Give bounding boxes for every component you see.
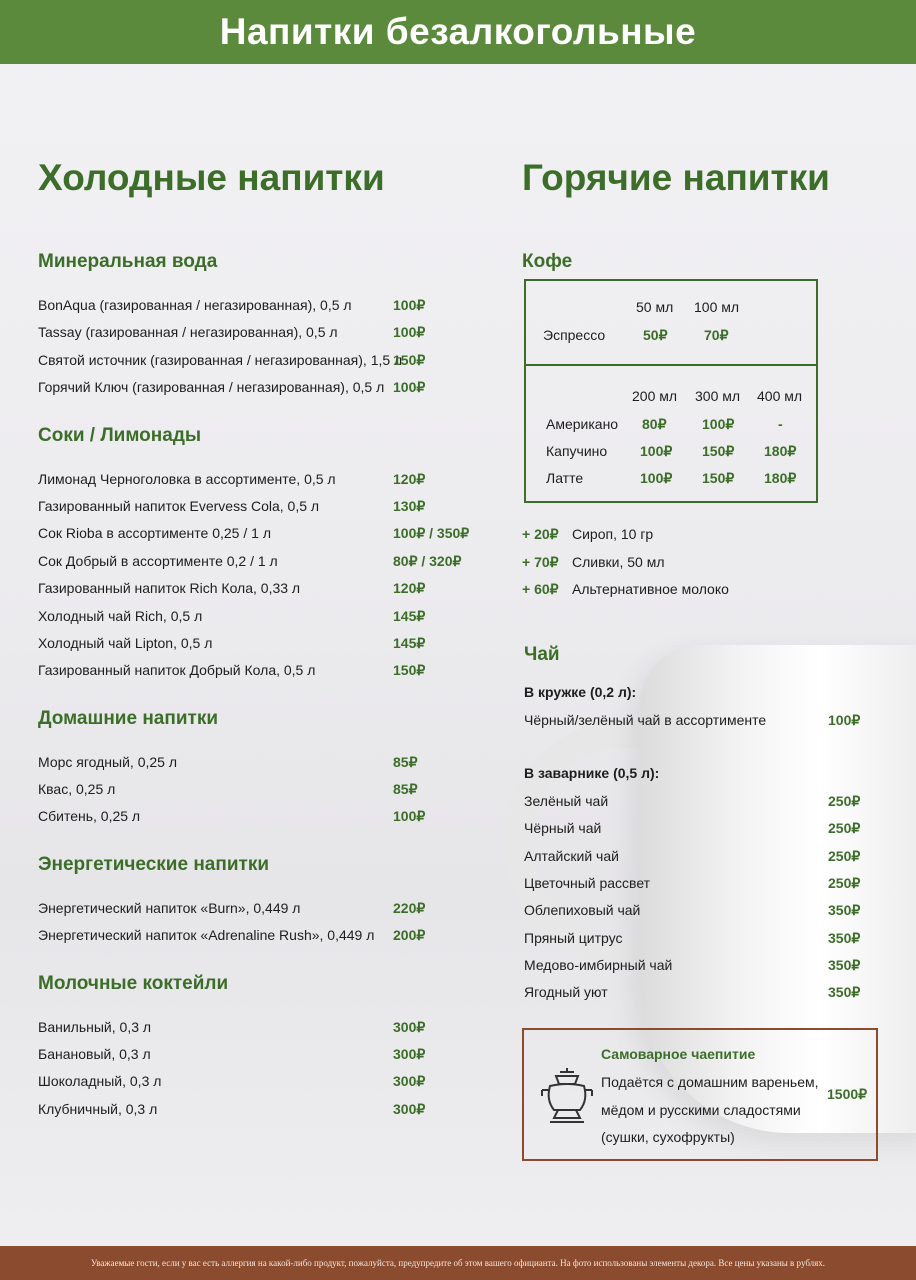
hot-drinks-column	[522, 150, 902, 292]
menu-item	[38, 1041, 478, 1068]
menu-item	[38, 749, 478, 776]
page-title: Напитки безалкогольные	[219, 11, 697, 52]
menu-item	[38, 776, 478, 803]
espresso-size: 100 мл	[694, 299, 740, 315]
samovar-price: 1500₽	[827, 1086, 868, 1102]
menu-section	[38, 707, 478, 831]
item-price: 300₽	[393, 1100, 426, 1117]
addon-price: + 20₽	[522, 526, 559, 542]
tea-item	[524, 820, 864, 836]
tea-title: Чай	[524, 644, 560, 665]
item-price: 100₽	[393, 324, 426, 341]
item-price: 145₽	[393, 634, 426, 651]
item-price: 100₽	[393, 297, 426, 313]
item-price: 300₽	[393, 1018, 426, 1035]
item-price: 80₽ / 320₽	[393, 552, 462, 569]
menu-item	[38, 895, 478, 922]
tea-mug-label: В кружке (0,2 л):	[524, 684, 637, 700]
item-price: 100₽ / 350₽	[393, 525, 470, 542]
tea-price: 250₽	[828, 793, 861, 809]
item-name: BonAqua (газированная / негазированная), 0,5 л	[38, 297, 352, 313]
menu-item	[38, 319, 478, 346]
menu-item	[38, 292, 478, 319]
tea-price: 350₽	[828, 902, 861, 919]
item-name: Газированный напиток Rich Кола, 0,33 л	[38, 580, 301, 597]
item-price: 100₽	[393, 808, 426, 825]
item-name: Газированный напиток Добрый Кола, 0,5 л	[38, 662, 316, 679]
item-name: Клубничный, 0,3 л	[38, 1100, 158, 1117]
section-title: Соки / Лимонады	[38, 424, 202, 446]
coffee-row-price: -	[778, 416, 783, 432]
tea-item	[524, 848, 864, 864]
samovar-line: (сушки, сухофрукты)	[601, 1129, 735, 1145]
coffee-row-name: Капучино	[546, 443, 608, 459]
item-price: 120₽	[393, 580, 426, 597]
menu-item	[38, 803, 478, 830]
coffee-row-price: 150₽	[702, 470, 735, 486]
addon-price: + 70₽	[522, 554, 559, 570]
menu-item	[38, 630, 478, 657]
page-header	[0, 0, 916, 64]
menu-item	[38, 1014, 478, 1041]
espresso-name: Эспрессо	[543, 327, 606, 343]
menu-section	[38, 424, 478, 685]
tea-name: Алтайский чай	[524, 847, 619, 864]
coffee-size: 400 мл	[757, 388, 803, 404]
coffee-addon	[522, 581, 729, 598]
coffee-row-price: 180₽	[764, 470, 797, 486]
tea-price: 100₽	[828, 712, 861, 728]
coffee-row-price: 180₽	[764, 443, 797, 459]
tea-name: Зелёный чай	[524, 793, 609, 809]
samovar-offer	[522, 1028, 878, 1161]
item-name: Лимонад Черноголовка в ассортименте, 0,5 л	[38, 470, 336, 487]
coffee-row-name: Латте	[546, 470, 584, 486]
item-price: 300₽	[393, 1073, 426, 1090]
coffee-row-price: 100₽	[640, 443, 673, 459]
item-price: 300₽	[393, 1046, 426, 1063]
coffee-title: Кофе	[522, 251, 573, 272]
coffee-size: 200 мл	[632, 388, 678, 404]
coffee-row-price: 80₽	[642, 416, 667, 432]
menu-item	[38, 657, 478, 684]
item-name: Сок Добрый в ассортименте 0,2 / 1 л	[38, 552, 278, 569]
menu-item	[38, 922, 478, 949]
espresso-price: 70₽	[704, 327, 729, 343]
menu-item	[38, 466, 478, 493]
item-name: Холодный чай Lipton, 0,5 л	[38, 634, 213, 651]
coffee-row-name: Американо	[546, 416, 619, 432]
tea-price: 350₽	[828, 956, 861, 973]
cold-drinks-title: Холодные напитки	[38, 157, 385, 198]
item-price: 85₽	[393, 753, 418, 770]
menu-item	[38, 1096, 478, 1123]
coffee-price-table	[524, 279, 818, 503]
coffee-size: 300 мл	[695, 388, 741, 404]
tea-item	[524, 984, 864, 1000]
item-name: Шоколадный, 0,3 л	[38, 1073, 162, 1090]
item-price: 150₽	[393, 662, 426, 679]
item-name: Горячий Ключ (газированная / негазированная), 0,5 л	[38, 379, 385, 396]
tea-name: Чёрный чай	[524, 820, 602, 837]
menu-item	[38, 548, 478, 575]
tea-name: Пряный цитрус	[524, 929, 623, 946]
tea-price: 250₽	[828, 847, 861, 864]
menu-section	[38, 972, 478, 1124]
tea-item	[524, 875, 864, 891]
item-name: Энергетический напиток «Burn», 0,449 л	[38, 899, 301, 916]
item-price: 150₽	[393, 351, 426, 368]
item-name: Морс ягодный, 0,25 л	[38, 753, 178, 770]
tea-item	[524, 902, 864, 918]
item-price: 220₽	[393, 899, 426, 916]
espresso-size: 50 мл	[636, 299, 674, 315]
tea-item	[524, 712, 864, 728]
item-name: Газированный напиток Evervess Cola, 0,5 л	[38, 497, 320, 514]
tea-item	[524, 930, 864, 946]
hot-drinks-title: Горячие напитки	[522, 157, 830, 198]
menu-section	[38, 250, 478, 402]
item-name: Энергетический напиток «Adrenaline Rush», 0,449 л	[38, 927, 375, 944]
item-name: Ванильный, 0,3 л	[38, 1018, 152, 1035]
item-price: 120₽	[393, 470, 426, 487]
addon-name: Сироп, 10 гр	[572, 526, 654, 542]
item-name: Tassay (газированная / негазированная), 0,5 л	[38, 324, 338, 341]
tea-price: 250₽	[828, 874, 861, 891]
item-name: Сок Rioba в ассортименте 0,25 / 1 л	[38, 525, 271, 542]
item-price: 130₽	[393, 497, 426, 514]
allergy-notice: Уважаемые гости, если у вас есть аллергия на какой-либо продукт, пожалуйста, предупредите об этом вашего официанта. На фото использованы элементы декора. Все цены указаны в рублях.	[90, 1258, 826, 1268]
tea-price: 250₽	[828, 820, 861, 837]
tea-name: Медово-имбирный чай	[524, 956, 673, 973]
tea-price: 350₽	[828, 929, 861, 946]
menu-item	[38, 493, 478, 520]
samovar-title: Самоварное чаепитие	[601, 1046, 756, 1062]
menu-item	[38, 347, 478, 374]
section-title: Домашние напитки	[38, 707, 219, 729]
menu-item	[38, 603, 478, 630]
cold-sections	[38, 250, 478, 1123]
tea-item	[524, 793, 864, 809]
addon-price: + 60₽	[522, 581, 559, 597]
coffee-table-divider	[526, 364, 816, 366]
samovar-line: Подаётся с домашним вареньем,	[601, 1074, 819, 1090]
tea-pot-label: В заварнике (0,5 л):	[524, 765, 660, 781]
tea-name: Ягодный уют	[524, 984, 608, 1001]
menu-item	[38, 1068, 478, 1095]
item-price: 85₽	[393, 781, 418, 798]
footer-note	[0, 1246, 916, 1280]
tea-price: 350₽	[828, 984, 861, 1001]
menu-section	[38, 853, 478, 950]
item-name: Квас, 0,25 л	[38, 781, 116, 798]
item-name: Святой источник (газированная / негазированная), 1,5 л	[38, 351, 403, 368]
item-price: 145₽	[393, 607, 426, 624]
item-name: Холодный чай Rich, 0,5 л	[38, 607, 203, 624]
item-name: Банановый, 0,3 л	[38, 1046, 151, 1063]
item-price: 100₽	[393, 379, 426, 396]
tea-name: Облепиховый чай	[524, 902, 641, 919]
samovar-line: мёдом и русскими сладостями	[601, 1102, 801, 1118]
coffee-addon	[522, 526, 653, 543]
addon-name: Альтернативное молоко	[572, 581, 729, 597]
tea-item	[524, 957, 864, 973]
coffee-row-price: 100₽	[640, 470, 673, 486]
menu-item	[38, 575, 478, 602]
coffee-row-price: 150₽	[702, 443, 735, 459]
coffee-addon	[522, 554, 665, 571]
tea-name: Чёрный/зелёный чай в ассортименте	[524, 712, 767, 728]
item-name: Сбитень, 0,25 л	[38, 808, 141, 825]
menu-item	[38, 520, 478, 547]
tea-name: Цветочный рассвет	[524, 874, 651, 891]
section-title: Энергетические напитки	[38, 853, 270, 875]
cold-drinks-column	[38, 150, 478, 1145]
espresso-price: 50₽	[643, 327, 668, 343]
addon-name: Сливки, 50 мл	[572, 554, 665, 570]
menu-item	[38, 374, 478, 401]
samovar-icon	[538, 1066, 596, 1126]
section-title: Минеральная вода	[38, 251, 218, 272]
coffee-row-price: 100₽	[702, 416, 735, 432]
section-title: Молочные коктейли	[38, 972, 229, 994]
item-price: 200₽	[393, 927, 426, 944]
